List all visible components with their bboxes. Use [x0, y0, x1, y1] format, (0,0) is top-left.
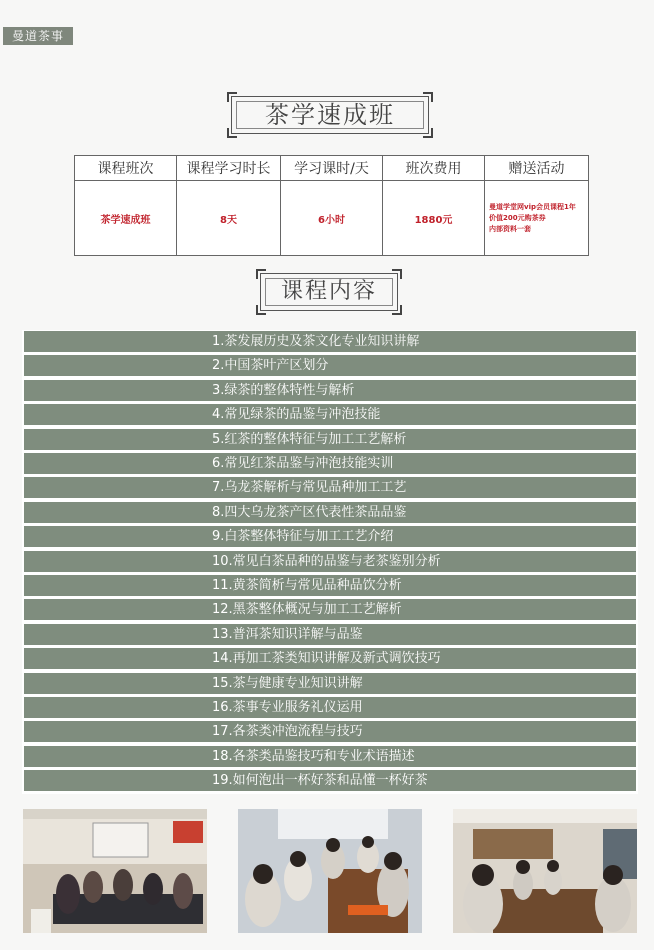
section-title: 茶学速成班 — [265, 101, 395, 129]
course-info-table — [74, 155, 589, 256]
list-item: 4.常见绿茶的品鉴与冲泡技能 — [24, 404, 636, 425]
gift-line: 内部资料一套 — [489, 224, 531, 233]
header-hours: 学习课时/天 — [281, 156, 383, 181]
class-photo-3 — [453, 809, 637, 933]
list-item: 15.茶与健康专业知识讲解 — [24, 673, 636, 694]
class-photo-1 — [23, 809, 207, 933]
cell-class-name: 茶学速成班 — [75, 181, 177, 256]
cell-hours: 6小时 — [281, 181, 383, 256]
gift-line: 价值200元购茶券 — [489, 213, 546, 222]
section-title-frame — [260, 273, 398, 311]
table-row — [75, 181, 589, 256]
list-item: 6.常见红茶品鉴与冲泡技能实训 — [24, 453, 636, 474]
list-item: 14.再加工茶类知识讲解及新式调饮技巧 — [24, 648, 636, 669]
list-item: 10.常见白茶品种的品鉴与老茶鉴别分析 — [24, 551, 636, 572]
cell-gift — [485, 181, 589, 256]
list-item: 3.绿茶的整体特性与解析 — [24, 380, 636, 401]
list-item: 19.如何泡出一杯好茶和品懂一杯好茶 — [24, 770, 636, 791]
section-title-frame — [231, 96, 429, 134]
table-header-row — [75, 156, 589, 181]
cell-duration: 8天 — [177, 181, 281, 256]
header-duration: 课程学习时长 — [177, 156, 281, 181]
class-photo-2 — [238, 809, 422, 933]
brand-logo: 曼道茶事 — [3, 27, 73, 45]
section-title: 课程内容 — [280, 279, 377, 304]
list-item: 11.黄茶简析与常见品种品饮分析 — [24, 575, 636, 596]
list-item: 12.黑茶整体概况与加工工艺解析 — [24, 599, 636, 620]
list-item: 13.普洱茶知识详解与品鉴 — [24, 624, 636, 645]
header-class: 课程班次 — [75, 156, 177, 181]
header-fee: 班次费用 — [383, 156, 485, 181]
list-item: 2.中国茶叶产区划分 — [24, 355, 636, 376]
list-item: 1.茶发展历史及茶文化专业知识讲解 — [24, 331, 636, 352]
list-item: 16.茶事专业服务礼仪运用 — [24, 697, 636, 718]
list-item: 17.各茶类冲泡流程与技巧 — [24, 721, 636, 742]
list-item: 5.红茶的整体特征与加工工艺解析 — [24, 429, 636, 450]
cell-fee: 1880元 — [383, 181, 485, 256]
list-item: 7.乌龙茶解析与常见品种加工工艺 — [24, 477, 636, 498]
gift-line: 曼道学堂网vip会员课程1年 — [489, 202, 576, 211]
list-item: 18.各茶类品鉴技巧和专业术语描述 — [24, 746, 636, 767]
header-gift: 赠送活动 — [485, 156, 589, 181]
course-list — [22, 330, 638, 794]
list-item: 9.白茶整体特征与加工工艺介绍 — [24, 526, 636, 547]
list-item: 8.四大乌龙茶产区代表性茶品品鉴 — [24, 502, 636, 523]
